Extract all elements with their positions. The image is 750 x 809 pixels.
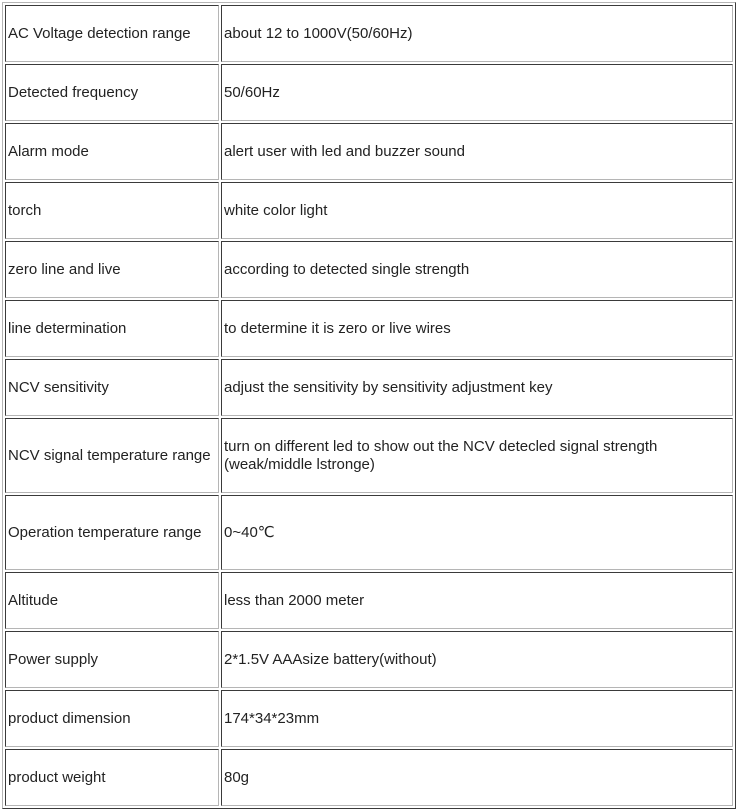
table-row — [5, 572, 733, 629]
table-row — [5, 495, 733, 570]
spec-label: zero line and live — [5, 241, 219, 298]
spec-value: 2*1.5V AAAsize battery(without) — [221, 631, 733, 688]
table-row — [5, 241, 733, 298]
table-row — [5, 749, 733, 806]
spec-value: white color light — [221, 182, 733, 239]
spec-label: line determination — [5, 300, 219, 357]
spec-label: NCV signal temperature range — [5, 418, 219, 493]
spec-label: Operation temperature range — [5, 495, 219, 570]
table-row — [5, 123, 733, 180]
spec-label: Detected frequency — [5, 64, 219, 121]
spec-value: about 12 to 1000V(50/60Hz) — [221, 5, 733, 62]
spec-label: AC Voltage detection range — [5, 5, 219, 62]
spec-label: product dimension — [5, 690, 219, 747]
spec-label: torch — [5, 182, 219, 239]
spec-value: turn on different led to show out the NCV detecled signal strength (weak/middle lstronge) — [221, 418, 733, 493]
spec-label: NCV sensitivity — [5, 359, 219, 416]
table-row — [5, 300, 733, 357]
spec-value: 0~40℃ — [221, 495, 733, 570]
table-row — [5, 418, 733, 493]
spec-value: 50/60Hz — [221, 64, 733, 121]
spec-value: less than 2000 meter — [221, 572, 733, 629]
spec-table — [2, 2, 736, 809]
spec-value: to determine it is zero or live wires — [221, 300, 733, 357]
spec-label: Altitude — [5, 572, 219, 629]
table-row — [5, 64, 733, 121]
table-row — [5, 182, 733, 239]
spec-label: Alarm mode — [5, 123, 219, 180]
spec-value: adjust the sensitivity by sensitivity adjustment key — [221, 359, 733, 416]
spec-label: Power supply — [5, 631, 219, 688]
table-row — [5, 359, 733, 416]
table-row — [5, 5, 733, 62]
table-row — [5, 631, 733, 688]
spec-value: 174*34*23mm — [221, 690, 733, 747]
table-row — [5, 690, 733, 747]
spec-label: product weight — [5, 749, 219, 806]
spec-value: alert user with led and buzzer sound — [221, 123, 733, 180]
spec-value: according to detected single strength — [221, 241, 733, 298]
spec-value: 80g — [221, 749, 733, 806]
